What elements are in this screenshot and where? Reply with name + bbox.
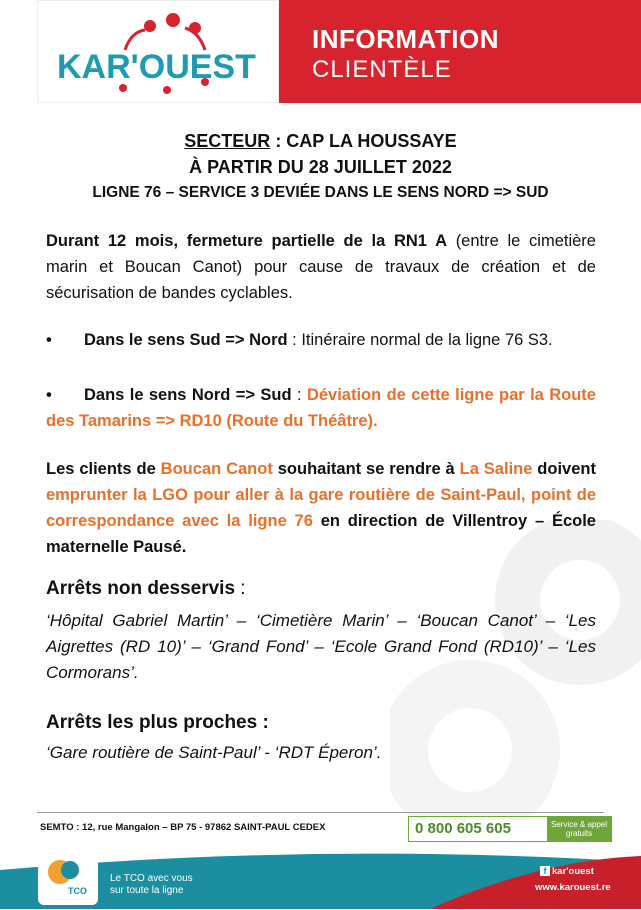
tco-logo-graphic (38, 850, 98, 905)
clients-highlight: Boucan Canot (160, 460, 273, 478)
intro-bold: Durant 12 mois, fermeture partielle de la RN1 A (46, 232, 447, 250)
info-subtitle: CLIENTÈLE (312, 56, 452, 83)
karouest-logo-graphic (55, 10, 260, 95)
bullet-sud-nord (46, 327, 596, 353)
clients-highlight: emprunter la LGO pour aller à la gare routière de Saint-Paul, point de correspondance avec la ligne 76 (46, 486, 596, 530)
clients-highlight: La Saline (459, 460, 533, 478)
plus-proches-list: ‘Gare routière de Saint-Paul’ - ‘RDT Éperon’. (46, 743, 382, 762)
header (0, 0, 641, 103)
non-desservis-list: ‘Hôpital Gabriel Martin’ – ‘Cimetière Marin’ – ‘Boucan Canot’ – ‘Les Aigrettes (RD 10)’ – ‘Grand Fond’ – ‘Ecole Grand Fond (RD10)’ – ‘Les Cormorans’. (46, 611, 596, 682)
karouest-logo (37, 0, 279, 103)
heading-text: Arrêts non desservis (46, 578, 236, 599)
bullet-marker: • (46, 331, 52, 349)
bullet-bold: Dans le sens Sud => Nord (84, 331, 288, 349)
document-titles (0, 128, 641, 206)
facebook-link[interactable] (540, 866, 594, 877)
website-link[interactable]: www.karouest.re (535, 882, 611, 893)
date-title: À PARTIR DU 28 JUILLET 2022 (189, 157, 452, 177)
tco-text: TCO (68, 886, 87, 896)
info-banner (279, 0, 641, 103)
plus-proches-heading: Arrêts les plus proches : (46, 712, 269, 733)
footer-divider (37, 812, 604, 813)
bullet-orange: Déviation de cette ligne par la Route des Tamarins => RD10 (Route du Théâtre). (46, 386, 596, 430)
phone-tag: Service & appel gratuits (547, 817, 611, 841)
heading-suffix: : (235, 578, 246, 599)
slogan-line: sur toute la ligne (110, 885, 184, 896)
info-title: INFORMATION (312, 24, 499, 54)
non-desservis-heading (46, 578, 246, 600)
sector-label: SECTEUR (184, 131, 271, 151)
slogan-line: Le TCO avec vous (110, 873, 193, 884)
bullet-rest-prefix: : (291, 386, 307, 404)
clients-text: Les clients de (46, 460, 161, 478)
tco-slogan (110, 873, 193, 897)
phone-box[interactable] (408, 816, 612, 842)
phone-number: 0 800 605 605 (415, 820, 511, 837)
bullet-rest: : Itinéraire normal de la ligne 76 S3. (287, 331, 553, 349)
facebook-label: kar'ouest (552, 866, 594, 877)
bullet-nord-sud (46, 382, 596, 434)
line-title: LIGNE 76 – SERVICE 3 DEVIÉE DANS LE SENS NORD => SUD (92, 184, 549, 201)
intro-paragraph (46, 228, 596, 306)
logo-text: KAR'OUEST (57, 48, 256, 86)
clients-text: doivent (532, 460, 596, 478)
tco-logo (38, 850, 98, 905)
facebook-icon: f (540, 866, 550, 876)
footer-address: SEMTO : 12, rue Mangalon – BP 75 - 97862 SAINT-PAUL CEDEX (40, 822, 326, 833)
intro-rest: (entre le cimetière marin et Boucan Canot) pour cause de travaux de création et de sécurisation de bandes cyclables. (46, 232, 596, 302)
bullet-bold: Dans le sens Nord => Sud (84, 386, 292, 404)
sector-value: : CAP LA HOUSSAYE (270, 131, 457, 151)
clients-text: souhaitant se rendre à (272, 460, 460, 478)
clients-paragraph (46, 456, 596, 560)
sector-title (0, 128, 641, 154)
bullet-marker: • (46, 386, 52, 404)
clients-text: en direction de Villentroy – École maternelle Pausé. (46, 512, 596, 556)
